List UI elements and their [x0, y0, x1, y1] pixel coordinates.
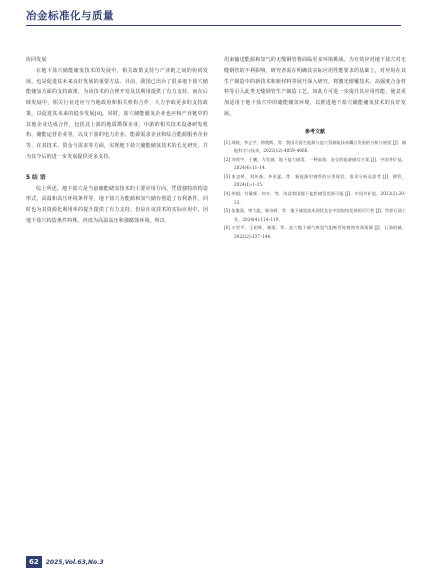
body-paragraph: 用来输送能源和氢气的无缝钢管将面临更多环境挑战。为有效应对地下盐穴对无缝钢管的不利影响，研究者需在明确其实际应用性能要求的基础上，对应用在其生产制造中的新技术和新材料等展开深入研究，将激光熔覆技术、高强度合金材料等引入此类无缝钢管生产制造工艺。如此方可进一步提升其应用性能，使其更加适用于地下盐穴中的储能储氢环境，以推进地下盐穴储能储氢技术的良好发展。	[224, 57, 406, 117]
continued-heading-fragment: 协同发展	[26, 57, 47, 63]
page-number: 62	[26, 556, 42, 568]
left-column	[26, 55, 208, 227]
reference-item: [2] 刘茂宇，王鹏，方发驰．地下盐穴储氢：一种高效、安全的能源储存方案 [J]．中国井矿盐，2024(4):11–14.	[224, 156, 406, 171]
references-title: 参考文献	[304, 128, 325, 135]
header-rule	[26, 25, 401, 26]
section-heading-conclusion: 5 结 语	[26, 174, 46, 181]
page-footer	[26, 556, 104, 568]
reference-item: [5] 张俊涯，曾大彪，陈诗婷，等．地下储氢技术现状及在中国加快发展的可行性 [J]．世界石油工业，2024(4):114–119.	[224, 208, 406, 222]
reference-item: [4] 胡超，付量辉，何卉，等．浅谈我国地下盐腔储氢发展可能 [J]．中国井矿盐，2023(2):20–23.	[224, 191, 406, 205]
reference-item: [3] 张忠桥，刘传森，齐亚猛，等．新能源用钢管的应用现状、需求分析及思考 [J]．钢管，2024(1):1–15.	[224, 173, 406, 188]
right-column	[224, 55, 406, 242]
reference-item: [6] 万里平，王柏辉，谢珺，等．盐穴地下储气库氢气阻断管柱腐蚀寿命预测 [J]．石油机械，2022(2):137–144.	[224, 225, 406, 240]
body-paragraph: 在地下盐穴储能储氢技术的发展中，相关政策支持与产业链之间的协同发展，也是促进其未来良好发展的重要方法。目前，我国已出台了很多地下盐穴储能储氢方面的支持政策，为该技术的合理开发及其利用提供了有力支持。而在后续发展中，相关行业还应与当地政府和相关机构合作，大力争取更多的支持政策，以促进其未来的稳步发展[8]。同时，盐穴储能储氢企业也应和产业链中的其他企业达成合作，包括其上游的地质勘探企业，中游的相关技术设备研发机构、储能运营企业等，以及下游的电力企业、能源需求企业和综合能源服务企业等，在其技术、资金与需求等方面，实现地下盐穴储能储氢技术的长足研究，并为其今后的进一步发展提供更多支持。	[26, 67, 208, 160]
page-header-title: 冶金标准化与质量	[26, 10, 114, 22]
issue-info: 2025,Vol.63,No.3	[45, 558, 104, 566]
body-paragraph: 综上所述，地下盐穴是当前储能储氢技术的主要应用方向。凭借独特的构造形式，高温和高压环境条件等，地下盐穴为能源和氢气储存创造了有利条件，同时也为其资源化利用率的提升提供了有力支持。但是在该技术的实际应用中，因地下盐穴构造条件特殊，内部为高温高压和强腐蚀环境，所以	[26, 185, 208, 224]
reference-item: [1] 周晓，李正宇，徐俊辉，等．我国可再生能源与盐穴氢储能技术耦合发展的分析与展望 [J]．储能科学与技术，2022(12):4059–4066.	[224, 139, 406, 154]
